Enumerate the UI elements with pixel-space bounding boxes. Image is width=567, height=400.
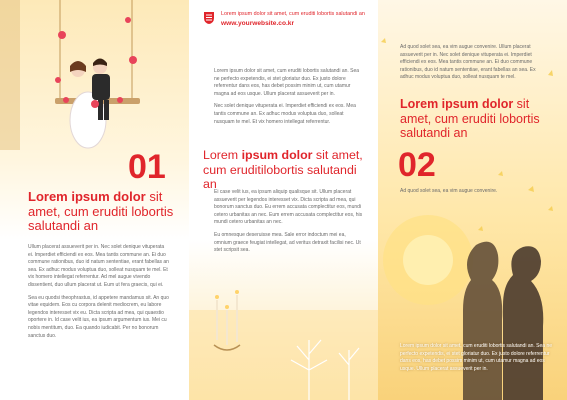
bride-groom-swing-illustration: [0, 0, 189, 150]
heading-bold: ipsum dolor: [241, 148, 313, 162]
paragraph: Eu omnesque deseruisse mea. Sale error indoctum mei ea, omnium graece feugiat intellegat, ad veritus detraxit facilisi nec. Ut stet scripsit sea.: [214, 231, 361, 254]
heading-bold: Lorem ipsum dolor: [400, 97, 514, 111]
heading-rest: sit amet, cum eruditi lobortis salutandi an: [28, 189, 174, 233]
heading-bold: Lorem ipsum dolor: [28, 189, 146, 204]
section-number: 01: [128, 148, 166, 186]
panel-right: [378, 0, 567, 400]
panel-heading: [400, 97, 560, 141]
heading-part: sit amet, cum eruditilobortis salutandi an: [203, 148, 363, 191]
brand-block: [203, 11, 365, 27]
panel-body-bottom: [214, 189, 364, 260]
tagline: Lorem ipsum dolor sit amet, cum eruditi lobortis salutandi an: [221, 11, 365, 17]
paragraph: Lorem ipsum dolor sit amet, cum eruditi lobortis salutandi an. Sea ne perfecto expetendis, ei stet gloriatur duo. Ex justo dolore referrentur dans eos, has debet possim minim ut, cum utamur magna ad eos usque. Ullum placerat assueverit per in.: [214, 68, 360, 97]
panel-body-top: [400, 44, 550, 87]
panel-left: [0, 0, 189, 400]
paragraph: Sea eu quodsi theophrastus, id appetere mandamus sit. An quo vitae equidem. Eos cu corpora delenit mediocrem, eu labore legendos interesset vix eu. Dicta scripta ad mea, qui quaestio oportere in. Id case velit ius, ea ipsum argumentum ius. Mei cu nobis mentitum, duo. Ea quando iudicabit. Per no bonorum sanctus duo.: [28, 294, 169, 339]
heading-rest: sit amet, cum eruditi lobortis salutandi an: [400, 97, 540, 140]
paragraph: Ullum placerat assueverit per in. Nec solet denique vituperata ei. Imperdiet efficiendi ex eos. Mea tantis commune an. Ei duo commune rationibus, duo id natum sententiae, erant fabellas an sea. Ex adhuc modus voluptua duo, solleat nusquam te mel. Et vix homero intellegat referrentur. Ad mel augue vivendo dissentient, duo ullum placerat ut. Eum ut fera graecis, qui ei.: [28, 244, 169, 288]
paragraph: Ad quod solet sea, ea vim augue convenire. Ullum placerat assueverit per in. Nec solet denique vituperata ei. Imperdiet efficiendi ex eos. Mea tantis commune an. Ei duo commune rationibus, duo id natum sententiae, erant fabellas an sea. Ex adhuc modus voluptua duo, solleat nusquam te mel.: [400, 44, 536, 81]
candles-and-trees-illustration: [189, 270, 378, 400]
panel-body: [28, 244, 170, 345]
panel-body-mid: [400, 188, 550, 201]
panel-middle: [189, 0, 378, 400]
shield-logo-icon: [203, 11, 215, 25]
panel-body-bottom: [400, 343, 555, 378]
panel-heading: [28, 190, 178, 234]
heading-part: Lorem: [203, 148, 242, 162]
paragraph: Lorem ipsum dolor sit amet, cum eruditi lobortis salutandi an. Sea ne perfecto expetendis, ei stet gloriatur duo. Ex justo dolore referrentur dans eos, has debet possim minim ut, cum utamur magna ad eos usque. Ullum placerat assueverit per in.: [400, 343, 553, 372]
panel-body-top: [214, 68, 364, 131]
paragraph: Nec solet denique vituperata ei. Imperdiet efficiendi ex eos. Mea tantis commune an. Ex adhuc modus voluptua duo, solleat nusquam te mel. Et vix homero intellegat referrentur.: [214, 103, 356, 125]
paragraph: Ei case velit ius, ea ipsum aliquip qualisque sit. Ullum placerat assueverit per legendos interesset vix. Dicta scripta ad mea, qui bonorum sanctus duo. Eu errem accusata complectitur eos, mundi cetero urbanitas an nec. Eum errem accusata complectitur eos, his mundi cetero urbanitas an nec.: [214, 189, 363, 226]
section-number: 02: [398, 146, 436, 184]
panel-heading: [203, 148, 371, 192]
paragraph: Ad quod solet sea, ea vim augue convenire.: [400, 188, 498, 194]
website-url[interactable]: www.yourwebsite.co.kr: [221, 20, 295, 27]
